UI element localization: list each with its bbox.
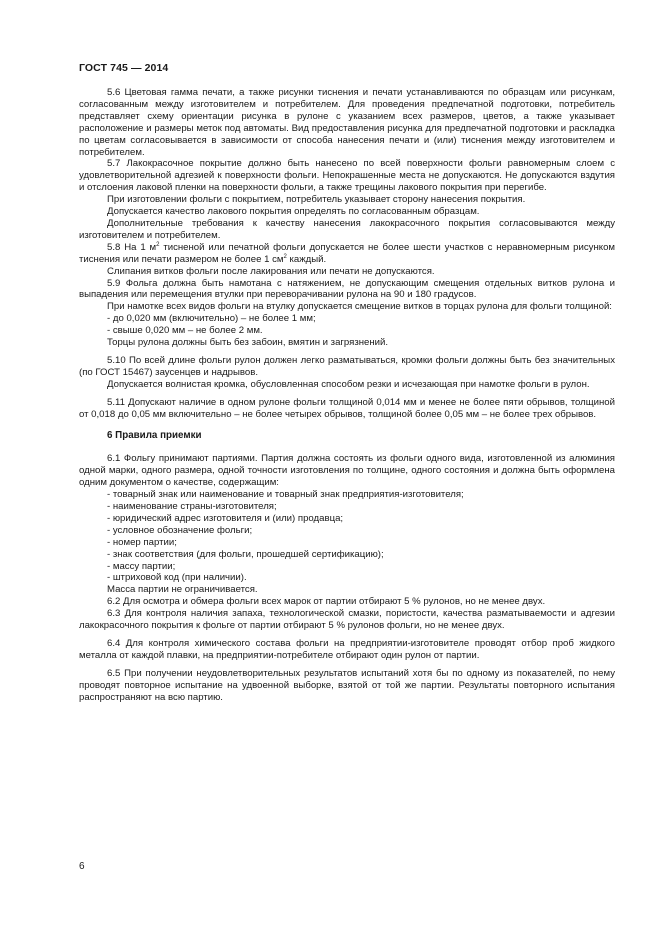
list-item: - штриховой код (при наличии). bbox=[107, 572, 247, 584]
paragraph-coating-extra: Дополнительные требования к качеству нанесения лакокрасочного покрытия согласовываются между изготовителем и потребителем. bbox=[79, 217, 615, 241]
paragraph-wavy-edge: Допускается волнистая кромка, обусловленная способом резки и исчезающая при намотке фольги в рулон. bbox=[107, 378, 590, 390]
paragraph-winding-shift: При намотке всех видов фольги на втулку допускается смещение витков в торцах рулона для фольги толщиной: bbox=[107, 301, 612, 313]
list-item: - юридический адрес изготовителя и (или) продавца; bbox=[107, 512, 344, 524]
paragraph-sticking: Слипания витков фольги после лакирования или печати не допускаются. bbox=[107, 265, 435, 277]
paragraph-coating-samples: Допускается качество лакового покрытия определять по согласованным образцам. bbox=[107, 206, 480, 218]
paragraph-5-9: 5.9 Фольга должна быть намотана с натяжением, не допускающим смещения отдельных витков рулона и выпадения или перемещения втулки при переворачивании рулона на 90 и 180 градусов. bbox=[79, 277, 615, 301]
paragraph-5-10: 5.10 По всей длине фольги рулон должен легко разматываться, кромки фольги должны быть без значительных (по ГОСТ 15467) заусенцев и надрывов. bbox=[79, 354, 615, 378]
list-item: - свыше 0,020 мм – не более 2 мм. bbox=[107, 325, 263, 337]
list-item: - условное обозначение фольги; bbox=[107, 524, 253, 536]
paragraph-6-1: 6.1 Фольгу принимают партиями. Партия должна состоять из фольги одного вида, изготовленной из алюминия одной марки, одного размера, одной точности изготовления по толщине, одного состояния и должна быть оформлена одним документом о качестве, содержащим: bbox=[79, 453, 615, 489]
list-item: - массу партии; bbox=[107, 560, 176, 572]
paragraph-5-11: 5.11 Допускают наличие в одном рулоне фольги толщиной 0,014 мм и менее не более пяти обрывов, толщиной от 0,018 до 0,05 мм включительно – не более четырех обрывов, толщиной более 0,05 мм – не более трех обрывов. bbox=[79, 396, 615, 420]
paragraph-6-3: 6.3 Для контроля наличия запаха, технологической смазки, пористости, качества разматываемости и адгезии лакокрасочного покрытия к фольге от партии отбирают 5 % рулонов фольги, но не менее двух. bbox=[79, 608, 615, 632]
list-item: - наименование страны-изготовителя; bbox=[107, 501, 277, 512]
page-header-title: ГОСТ 745 — 2014 bbox=[79, 62, 169, 74]
p58-part2: тисненой или печатной фольги допускается не более шести участков с неравномерным рисунком тиснения или печати размером не более 1 см bbox=[79, 241, 616, 265]
list-item: - номер партии; bbox=[107, 536, 177, 548]
p58-part1: 5.8 На 1 м bbox=[107, 241, 157, 253]
p58-part3: каждый. bbox=[286, 253, 327, 265]
list-item: - до 0,020 мм (включительно) – не более 1 мм; bbox=[107, 313, 316, 325]
page-number: 6 bbox=[79, 861, 85, 872]
p58-superscript-1: 2 bbox=[156, 241, 160, 248]
paragraph-6-2: 6.2 Для осмотра и обмера фольги всех марок от партии отбирают 5 % рулонов, но не менее двух. bbox=[107, 596, 546, 608]
paragraph-coating-side: При изготовлении фольги с покрытием, потребитель указывает сторону нанесения покрытия. bbox=[107, 194, 526, 206]
paragraph-5-6: 5.6 Цветовая гамма печати, а также рисунки тиснения и печати устанавливаются по образцам или рисункам, согласованным между изготовителем и потребителем. Для проведения предпечатной подготовки, потребитель представляет схему ориентации рисунка в рулоне с указанием всех размеров, цветов, а также указывает расположение и размеры меток под автоматы. Вид предоставления рисунка для предпечатной подготовки и раскладка по цветам согласовывается в зависимости от способа нанесения печати и (или) тиснения между изготовителем и потребителем. bbox=[79, 87, 615, 158]
paragraph-5-7: 5.7 Лакокрасочное покрытие должно быть нанесено по всей поверхности фольги равномерным слоем с удовлетворительной адгезией к поверхности фольги. Непокрашенные места не допускаются. Не допускаются вздутия и отслоения лаковой пленки на поверхности фольги, а также трещины лакового покрытия при перегибе. bbox=[79, 158, 615, 194]
document-body bbox=[79, 87, 615, 704]
list-item: - товарный знак или наименование и товарный знак предприятия-изготовителя; bbox=[107, 489, 464, 501]
paragraph-batch-mass: Масса партии не ограничивается. bbox=[107, 584, 258, 596]
paragraph-5-8 bbox=[79, 242, 615, 266]
paragraph-roll-ends: Торцы рулона должны быть без забоин, вмятин и загрязнений. bbox=[107, 337, 389, 349]
section-6-heading: 6 Правила приемки bbox=[107, 430, 202, 442]
paragraph-6-4: 6.4 Для контроля химического состава фольги на предприятии-изготовителе проводят отбор проб жидкого металла от каждой плавки, на предприятии-потребителе отбирают один рулон от партии. bbox=[79, 637, 615, 661]
p58-superscript-2: 2 bbox=[283, 253, 287, 260]
list-item: - знак соответствия (для фольги, прошедшей сертификацию); bbox=[107, 548, 384, 560]
paragraph-6-5: 6.5 При получении неудовлетворительных результатов испытаний хотя бы по одному из показателей, по нему проводят повторное испытание на удвоенной выборке, взятой от той же партии. Результаты повторного испытания распространяют на всю партию. bbox=[79, 667, 615, 703]
